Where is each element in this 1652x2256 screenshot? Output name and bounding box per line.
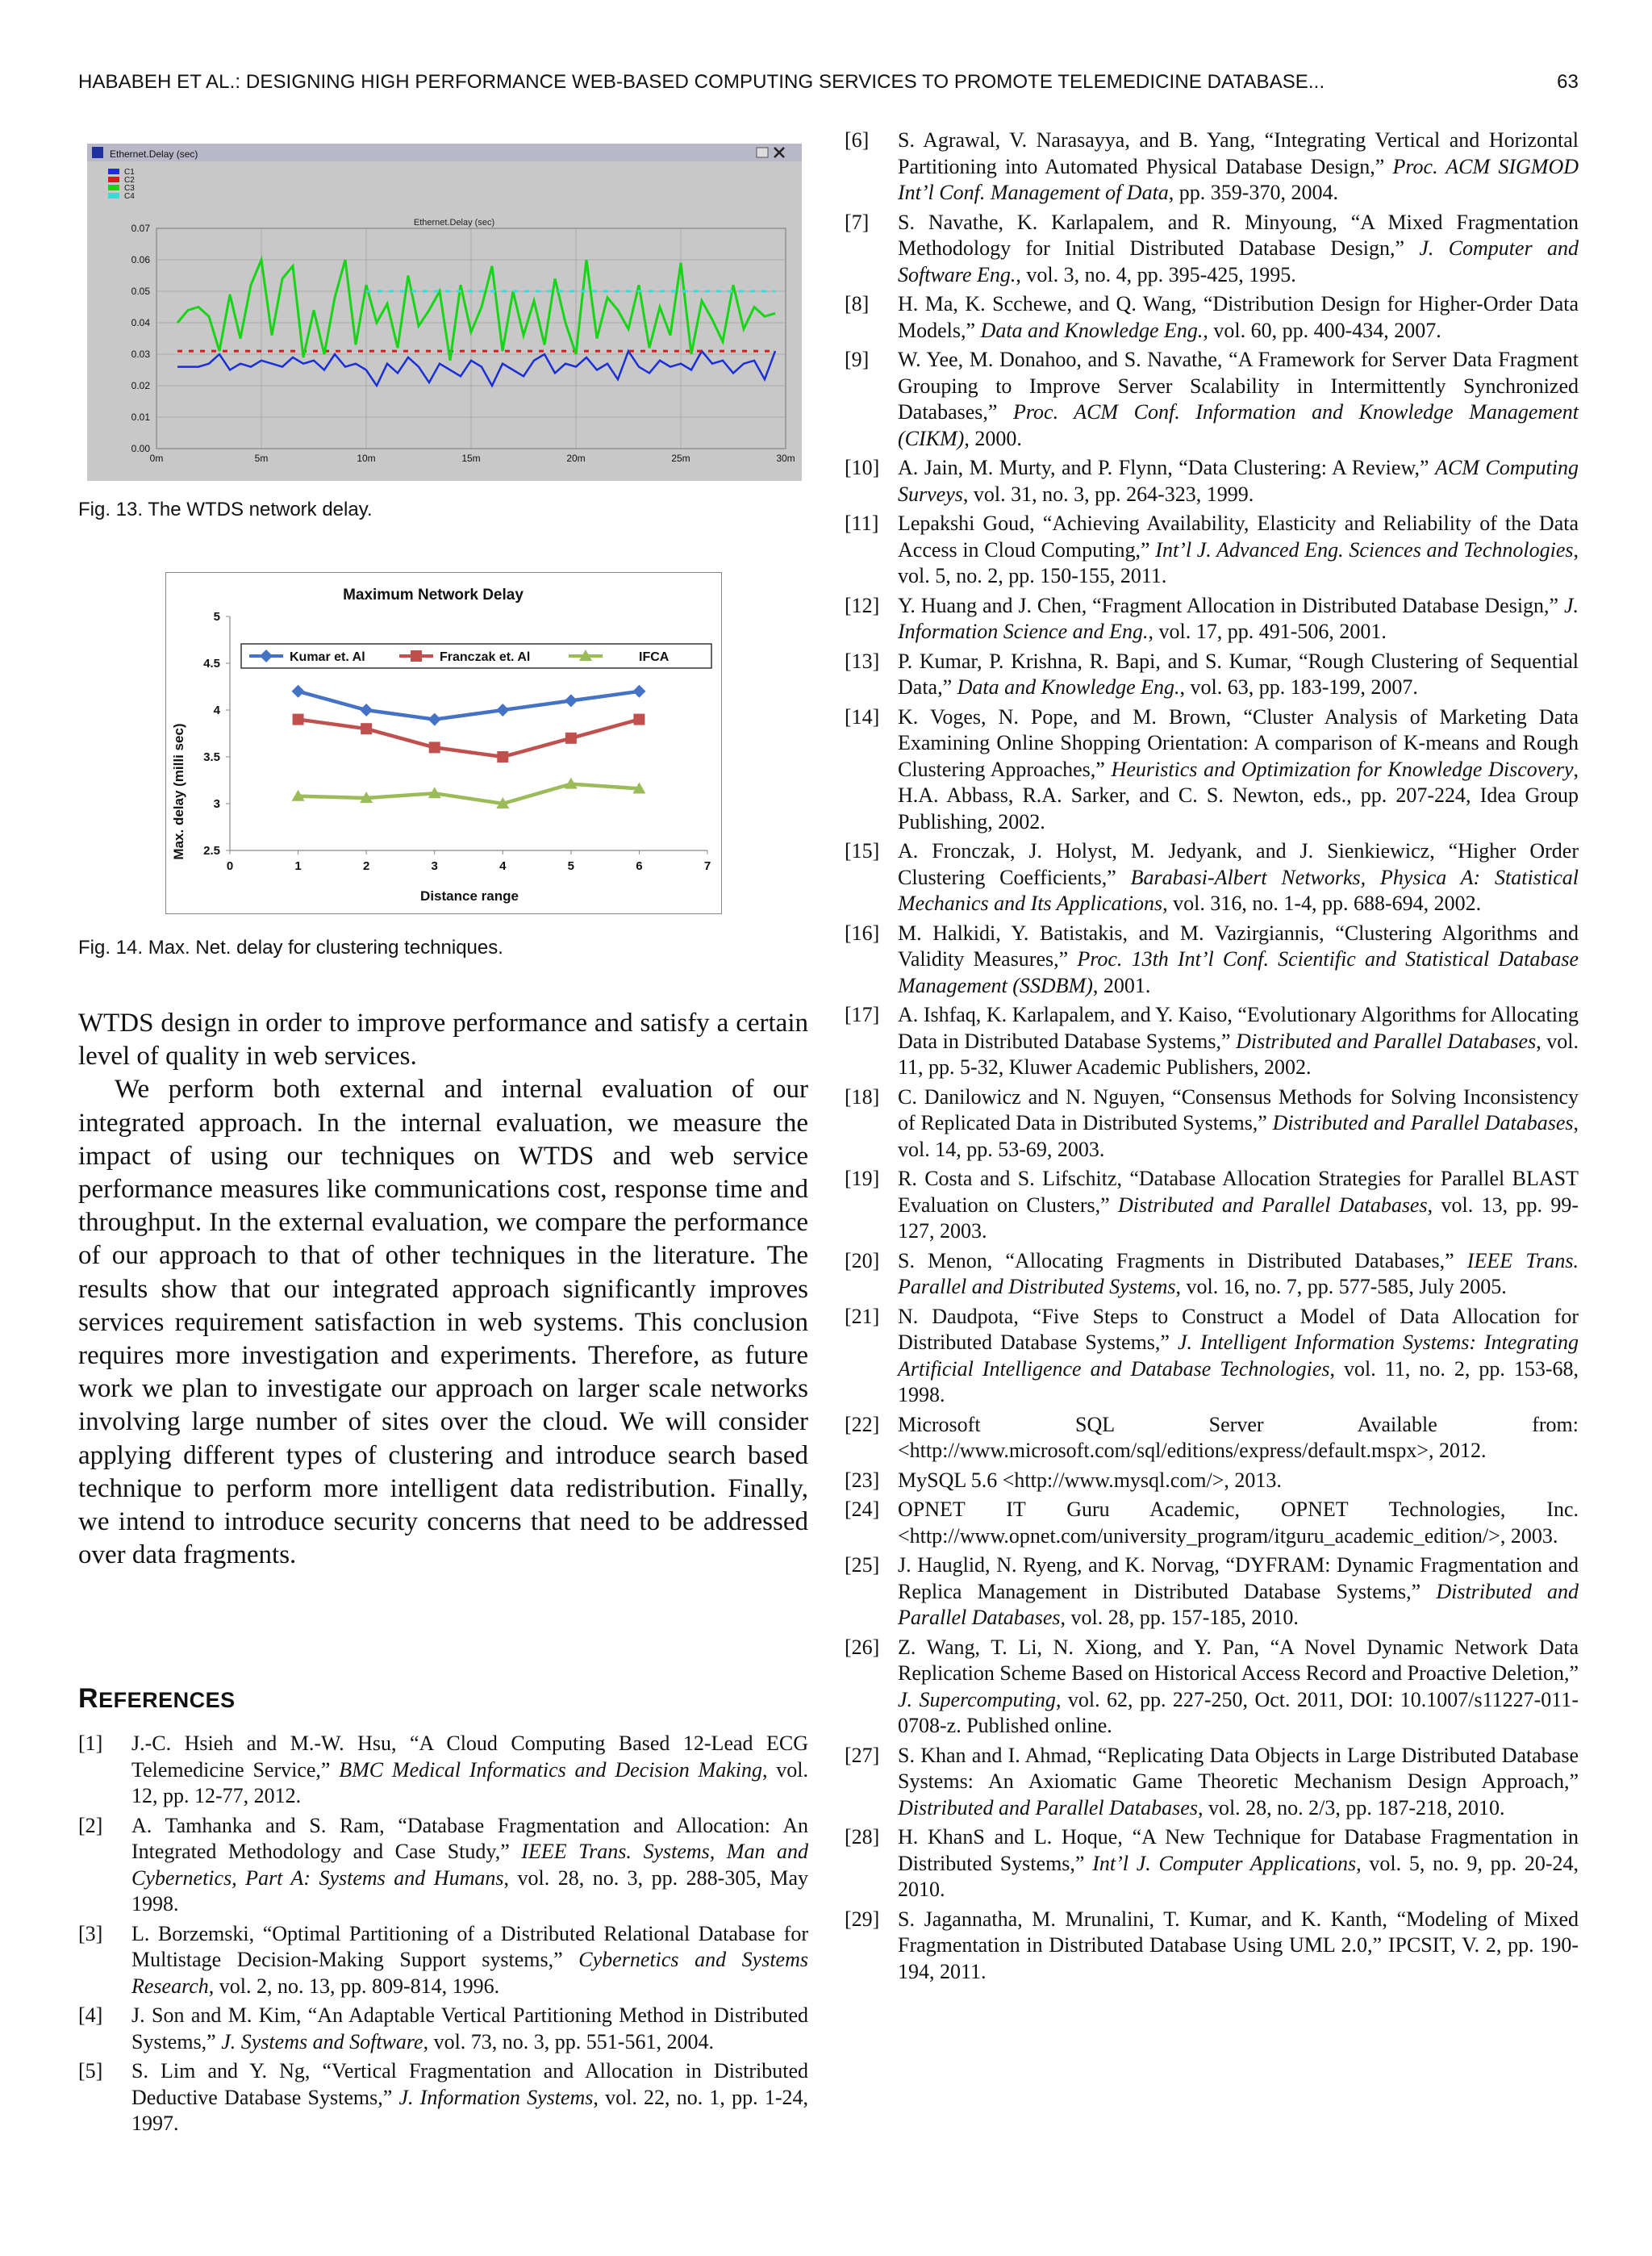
reference-text: A. Jain, M. Murty, and P. Flynn, “Data Clustering: A Review,” bbox=[898, 456, 1436, 479]
reference-text: J. Hauglid, N. Ryeng, and K. Norvag, “DYFRAM: Dynamic Fragmentation and Replica Management in Distributed Database Systems,” bbox=[898, 1553, 1579, 1603]
reference-item bbox=[78, 1921, 808, 2000]
reference-text: C. Danilowicz and N. Nguyen, “Consensus Methods for Solving Inconsistency of Replicated Data in Distributed Systems,” bbox=[898, 1084, 1579, 1134]
y-tick-label: 0.06 bbox=[131, 254, 150, 265]
reference-number: [4] bbox=[78, 2003, 103, 2027]
reference-item bbox=[845, 1412, 1579, 1464]
reference-item bbox=[78, 2003, 808, 2055]
reference-item bbox=[845, 1002, 1579, 1081]
x-tick-label: 15m bbox=[461, 453, 481, 464]
reference-venue: J. Systems and Software bbox=[221, 2029, 423, 2053]
x-tick-label: 1 bbox=[294, 859, 302, 873]
legend-swatch bbox=[108, 169, 119, 174]
reference-number: [6] bbox=[845, 128, 870, 152]
reference-number: [12] bbox=[845, 593, 880, 617]
reference-item bbox=[845, 1907, 1579, 1986]
reference-number: [28] bbox=[845, 1825, 880, 1849]
legend-label: Kumar et. Al bbox=[290, 650, 365, 664]
maximize-icon[interactable] bbox=[757, 148, 768, 157]
figure-14-chart bbox=[165, 572, 722, 914]
reference-venue: Heuristics and Optimization for Knowledge Discovery bbox=[1111, 757, 1574, 781]
references-list-left bbox=[78, 1731, 808, 2141]
reference-details: , vol. 63, pp. 183-199, 2007. bbox=[1179, 675, 1418, 699]
x-tick-label: 6 bbox=[636, 859, 643, 873]
figure-13-caption: Fig. 13. The WTDS network delay. bbox=[78, 499, 373, 520]
reference-number: [9] bbox=[845, 348, 870, 371]
reference-details: , vol. 3, no. 4, pp. 395-425, 1995. bbox=[1016, 262, 1296, 286]
plot-area bbox=[131, 223, 795, 464]
reference-details: , vol. 13, pp. 99-127, 2003. bbox=[898, 1193, 1579, 1243]
reference-venue: Data and Knowledge Eng. bbox=[980, 318, 1204, 342]
reference-item bbox=[78, 1731, 808, 1810]
legend-label: C3 bbox=[124, 184, 135, 193]
reference-number: [24] bbox=[845, 1498, 880, 1521]
running-title: HABABEH ET AL.: DESIGNING HIGH PERFORMANCE WEB-BASED COMPUTING SERVICES TO PROMOTE TELEMEDICINE DATABASE... bbox=[78, 71, 1325, 93]
reference-number: [14] bbox=[845, 704, 880, 729]
running-head bbox=[78, 71, 1579, 94]
reference-number: [1] bbox=[78, 1732, 103, 1755]
x-tick-label: 3 bbox=[431, 859, 438, 873]
reference-venue: Proc. ACM Conf. Information and Knowledge Management (CIKM) bbox=[898, 400, 1579, 450]
reference-text: S. Jagannatha, M. Mrunalini, T. Kumar, and K. Kanth, “Modeling of Mixed Fragmentation in Distributed Database Using UML 2.0,” IPCSIT, V. 2, pp. 190-194, 2011. bbox=[898, 1907, 1579, 1983]
reference-item bbox=[845, 210, 1579, 289]
reference-number: [3] bbox=[78, 1921, 103, 1945]
reference-item bbox=[845, 1166, 1579, 1245]
page-number: 63 bbox=[1557, 71, 1579, 93]
reference-text: H. KhanS and L. Hoque, “A New Technique for Database Fragmentation in Distributed Systems,” bbox=[898, 1825, 1579, 1875]
reference-text: R. Costa and S. Lifschitz, “Database Allocation Strategies for Parallel BLAST Evaluation on Clusters,” bbox=[898, 1167, 1579, 1217]
reference-venue: J. Intelligent Information Systems: Integrating Artificial Intelligence and Database Technologies bbox=[898, 1331, 1579, 1381]
reference-item bbox=[845, 1084, 1579, 1164]
references-heading-rest: EFERENCES bbox=[98, 1688, 236, 1712]
reference-details: , vol. 28, no. 3, pp. 288-305, May 1998. bbox=[131, 1865, 808, 1916]
chart-title: Ethernet.Delay (sec) bbox=[413, 218, 495, 228]
chart-title: Maximum Network Delay bbox=[343, 587, 524, 604]
reference-venue: Data and Knowledge Eng. bbox=[957, 675, 1180, 699]
legend-label: IFCA bbox=[639, 650, 670, 664]
reference-text: Y. Huang and J. Chen, “Fragment Allocation in Distributed Database Design,” bbox=[898, 593, 1564, 617]
reference-item bbox=[78, 2058, 808, 2137]
reference-number: [23] bbox=[845, 1468, 880, 1492]
data-point bbox=[361, 723, 372, 734]
reference-item bbox=[845, 593, 1579, 645]
reference-details: , vol. 5, no. 9, pp. 20-24, 2010. bbox=[898, 1851, 1579, 1901]
x-tick-label: 0 bbox=[226, 859, 234, 873]
reference-text: MySQL 5.6 <http://www.mysql.com/>, 2013. bbox=[898, 1468, 1282, 1492]
reference-number: [27] bbox=[845, 1743, 880, 1767]
reference-venue: BMC Medical Informatics and Decision Making bbox=[339, 1757, 762, 1782]
reference-item bbox=[845, 1497, 1579, 1549]
reference-venue: Distributed and Parallel Databases bbox=[1272, 1111, 1574, 1134]
legend-label: C2 bbox=[124, 176, 135, 185]
legend-swatch bbox=[108, 193, 119, 198]
reference-number: [17] bbox=[845, 1003, 880, 1026]
reference-item bbox=[845, 347, 1579, 452]
reference-number: [20] bbox=[845, 1248, 880, 1272]
reference-venue: Proc. 13th Int’l Conf. Scientific and Statistical Database Management (SSDBM) bbox=[898, 947, 1579, 997]
y-tick-label: 0.07 bbox=[131, 223, 150, 234]
x-tick-label: 0m bbox=[149, 453, 164, 464]
reference-text: L. Borzemski, “Optimal Partitioning of a Distributed Relational Database for Multistage Decision-Making Support systems,” bbox=[131, 1921, 808, 1971]
reference-number: [7] bbox=[845, 210, 870, 234]
reference-text: W. Yee, M. Donahoo, and S. Navathe, “A Framework for Server Data Fragment Grouping to Improve Server Scalability in Intermittently Synchronized Databases,” bbox=[898, 348, 1579, 424]
chart-legend bbox=[241, 644, 711, 668]
references-list-right bbox=[845, 127, 1579, 1988]
y-tick-label: 0.04 bbox=[131, 317, 150, 328]
y-tick-label: 0.03 bbox=[131, 349, 150, 360]
reference-text: Lepakshi Goud, “Achieving Availability, Elasticity and Reliability of the Data Access in Cloud Computing,” bbox=[898, 512, 1579, 562]
y-axis-label: Max. delay (milli sec) bbox=[171, 723, 186, 860]
reference-details: , vol. 60, pp. 400-434, 2007. bbox=[1203, 318, 1441, 342]
y-tick-label: 3 bbox=[213, 797, 220, 811]
reference-text: M. Halkidi, Y. Batistakis, and M. Vazirgiannis, “Clustering Algorithms and Validity Measures,” bbox=[898, 921, 1579, 971]
reference-venue: Distributed and Parallel Databases bbox=[898, 1795, 1198, 1819]
reference-number: [16] bbox=[845, 921, 880, 945]
reference-venue: Distributed and Parallel Databases bbox=[898, 1579, 1579, 1629]
x-tick-label: 30m bbox=[776, 453, 795, 464]
reference-number: [11] bbox=[845, 512, 879, 535]
reference-text: A. Tamhanka and S. Ram, “Database Fragmentation and Allocation: An Integrated Methodology and Case Study,” bbox=[131, 1813, 808, 1863]
reference-venue: IEEE Trans. Systems, Man and Cybernetics, Part A: Systems and Humans bbox=[131, 1840, 808, 1890]
reference-details: , vol. 62, pp. 227-250, Oct. 2011, DOI: 10.1007/s11227-011-0708-z. Published online. bbox=[898, 1687, 1579, 1737]
reference-venue: Cybernetics and Systems Research bbox=[131, 1948, 808, 1998]
legend-swatch bbox=[108, 177, 119, 182]
x-tick-label: 4 bbox=[499, 859, 507, 873]
reference-details: , vol. 22, no. 1, pp. 1-24, 1997. bbox=[131, 2085, 808, 2135]
reference-details: , 2000. bbox=[964, 426, 1022, 450]
reference-details: , vol. 73, no. 3, pp. 551-561, 2004. bbox=[423, 2029, 714, 2053]
data-point bbox=[411, 650, 422, 662]
paragraph-1: WTDS design in order to improve performance and satisfy a certain level of quality in web services. bbox=[78, 1009, 808, 1072]
reference-venue: Int’l J. Advanced Eng. Sciences and Technologies bbox=[1155, 537, 1574, 562]
reference-venue: J. Computer and Software Eng. bbox=[898, 236, 1579, 286]
reference-venue: J. Information Science and Eng. bbox=[898, 593, 1579, 643]
reference-number: [15] bbox=[845, 839, 880, 863]
data-point bbox=[429, 742, 440, 753]
reference-item bbox=[845, 291, 1579, 344]
x-tick-label: 25m bbox=[671, 453, 690, 464]
y-tick-label: 3.5 bbox=[203, 750, 220, 764]
reference-venue: ACM Computing Surveys bbox=[898, 456, 1579, 506]
figure-13 bbox=[87, 144, 802, 485]
figure-14 bbox=[165, 572, 722, 918]
reference-item bbox=[845, 511, 1579, 590]
reference-text: OPNET IT Guru Academic, OPNET Technologies, Inc. <http://www.opnet.com/university_program/itguru_academic_edition/>, 2003. bbox=[898, 1498, 1579, 1548]
references-heading bbox=[78, 1683, 236, 1715]
y-tick-label: 4.5 bbox=[203, 657, 220, 671]
reference-venue: Barabasi-Albert Networks, Physica A: Statistical Mechanics and Its Applications bbox=[898, 865, 1579, 915]
figure-13-chart bbox=[87, 144, 802, 481]
references-heading-initial: R bbox=[78, 1683, 99, 1714]
reference-venue: Proc. ACM SIGMOD Int’l Conf. Management of Data bbox=[898, 154, 1579, 204]
reference-number: [18] bbox=[845, 1084, 880, 1109]
reference-text: N. Daudpota, “Five Steps to Construct a Model of Data Allocation for Distributed Database Systems,” bbox=[898, 1304, 1579, 1354]
x-tick-label: 20m bbox=[566, 453, 586, 464]
reference-details: , vol. 17, pp. 491-506, 2001. bbox=[1148, 620, 1387, 643]
reference-item bbox=[845, 1824, 1579, 1903]
reference-text: A. Fronczak, J. Holyst, M. Jedyank, and J. Sienkiewicz, “Higher Order Clustering Coefficients,” bbox=[898, 839, 1579, 889]
reference-text: H. Ma, K. Scchewe, and Q. Wang, “Distribution Design for Higher-Order Data Models,” bbox=[898, 292, 1579, 342]
x-tick-label: 5 bbox=[567, 859, 575, 873]
reference-text: S. Navathe, K. Karlapalem, and R. Minyoung, “A Mixed Fragmentation Methodology for Initial Distributed Database Design,” bbox=[898, 210, 1579, 260]
data-point bbox=[633, 714, 645, 725]
reference-item bbox=[78, 1813, 808, 1918]
reference-text: S. Khan and I. Ahmad, “Replicating Data Objects in Large Distributed Database Systems: An Axiomatic Game Theoretic Mechanism Design Approach,” bbox=[898, 1743, 1579, 1793]
reference-number: [21] bbox=[845, 1304, 880, 1328]
reference-details: , vol. 12, pp. 12-77, 2012. bbox=[131, 1757, 808, 1807]
reference-item bbox=[845, 838, 1579, 917]
reference-details: , vol. 11, no. 2, pp. 153-68, 1998. bbox=[898, 1356, 1579, 1406]
reference-venue: J. Information Systems bbox=[398, 2085, 594, 2109]
reference-number: [8] bbox=[845, 292, 870, 315]
data-point bbox=[565, 733, 577, 744]
reference-item bbox=[845, 127, 1579, 207]
reference-venue: J. Supercomputing bbox=[898, 1687, 1056, 1711]
figure-14-caption: Fig. 14. Max. Net. delay for clustering techniques. bbox=[78, 937, 503, 959]
y-tick-label: 0.05 bbox=[131, 286, 150, 297]
reference-venue: IEEE Trans. Parallel and Distributed Systems bbox=[898, 1248, 1579, 1298]
reference-number: [26] bbox=[845, 1635, 880, 1659]
reference-details: , vol. 5, no. 2, pp. 150-155, 2011. bbox=[898, 537, 1579, 587]
reference-text: J. Son and M. Kim, “An Adaptable Vertical Partitioning Method in Distributed Systems,” bbox=[131, 2003, 808, 2053]
reference-text: S. Menon, “Allocating Fragments in Distributed Databases,” bbox=[898, 1248, 1467, 1272]
y-tick-label: 2.5 bbox=[203, 844, 220, 858]
y-tick-label: 0.02 bbox=[131, 380, 150, 391]
reference-text: K. Voges, N. Pope, and M. Brown, “Cluster Analysis of Marketing Data Examining Online Shopping Orientation: A comparison of K-means and Rough Clustering Approaches,” bbox=[898, 704, 1579, 781]
reference-text: P. Kumar, P. Krishna, R. Bapi, and S. Kumar, “Rough Clustering of Sequential Data,” bbox=[898, 649, 1579, 699]
y-tick-label: 4 bbox=[213, 704, 220, 717]
reference-details: , vol. 16, no. 7, pp. 577-585, July 2005. bbox=[1175, 1275, 1507, 1298]
data-point bbox=[497, 751, 508, 762]
reference-text: A. Ishfaq, K. Karlapalem, and Y. Kaiso, “Evolutionary Algorithms for Allocating Data in Distributed Database Systems,” bbox=[898, 1003, 1579, 1053]
reference-item bbox=[845, 1304, 1579, 1409]
x-tick-label: 5m bbox=[254, 453, 269, 464]
reference-details: , vol. 11, pp. 5-32, Kluwer Academic Publishers, 2002. bbox=[898, 1029, 1579, 1079]
window-app-icon bbox=[92, 147, 103, 158]
reference-text: S. Agrawal, V. Narasayya, and B. Yang, “Integrating Vertical and Horizontal Partitioning into Automated Physical Database Design,” bbox=[898, 128, 1579, 178]
reference-item bbox=[845, 455, 1579, 508]
reference-details: , pp. 359-370, 2004. bbox=[1168, 181, 1338, 204]
x-axis-label: Distance range bbox=[420, 888, 519, 904]
reference-number: [25] bbox=[845, 1553, 880, 1577]
x-tick-label: 10m bbox=[357, 453, 376, 464]
reference-details: , vol. 316, no. 1-4, pp. 688-694, 2002. bbox=[1162, 892, 1482, 915]
legend-label: C4 bbox=[124, 192, 135, 201]
legend-label: Franczak et. Al bbox=[440, 650, 531, 664]
reference-item bbox=[845, 921, 1579, 1000]
reference-text: S. Lim and Y. Ng, “Vertical Fragmentation and Allocation in Distributed Deductive Database Systems,” bbox=[131, 2059, 808, 2109]
reference-details: , vol. 2, no. 13, pp. 809-814, 1996. bbox=[208, 1974, 500, 1998]
body-text bbox=[78, 1007, 808, 1572]
reference-venue: Int’l J. Computer Applications bbox=[1092, 1851, 1357, 1875]
y-tick-label: 0.00 bbox=[131, 443, 150, 454]
reference-details: , vol. 31, no. 3, pp. 264-323, 1999. bbox=[962, 482, 1254, 506]
reference-number: [22] bbox=[845, 1412, 880, 1436]
reference-item bbox=[845, 1552, 1579, 1631]
reference-details: , 2001. bbox=[1092, 973, 1151, 997]
reference-item bbox=[845, 1248, 1579, 1301]
paragraph-2: We perform both external and internal evaluation of our integrated approach. In the internal evaluation, we measure the impact of using our techniques on WTDS and web service performance measures like communications cost, response time and throughput. In the external evaluation, we compare the performance of our approach to that of other techniques in the literature. The results show that our integrated approach significantly improves services requirement satisfaction in web systems. This conclusion requires more investigation and experiments. Therefore, as future work we plan to investigate our approach on larger scale networks involving large number of sites over the cloud. We will consider applying different types of clustering and introduce search based technique to perform more intelligent data redistribution. Finally, we intend to introduce security concerns that need to be addressed over data fragments. bbox=[78, 1075, 808, 1570]
reference-number: [2] bbox=[78, 1813, 103, 1837]
reference-text: Microsoft SQL Server Available from: <http://www.microsoft.com/sql/editions/express/default.mspx>, 2012. bbox=[898, 1412, 1579, 1462]
reference-text: Z. Wang, T. Li, N. Xiong, and Y. Pan, “A Novel Dynamic Network Data Replication Scheme Based on Historical Access Record and Proactive Deletion,” bbox=[898, 1635, 1579, 1685]
reference-item bbox=[845, 704, 1579, 836]
legend-swatch bbox=[108, 185, 119, 190]
reference-details: , vol. 28, no. 2/3, pp. 187-218, 2010. bbox=[1197, 1795, 1505, 1819]
y-tick-label: 0.01 bbox=[131, 412, 150, 423]
reference-number: [10] bbox=[845, 456, 880, 479]
x-tick-label: 7 bbox=[703, 859, 711, 873]
reference-number: [13] bbox=[845, 649, 880, 673]
reference-number: [5] bbox=[78, 2059, 103, 2083]
legend-label: C1 bbox=[124, 168, 135, 177]
reference-details: , vol. 14, pp. 53-69, 2003. bbox=[898, 1111, 1579, 1161]
reference-details: , vol. 28, pp. 157-185, 2010. bbox=[1060, 1606, 1299, 1629]
x-tick-label: 2 bbox=[362, 859, 370, 873]
reference-item bbox=[845, 649, 1579, 701]
reference-venue: Distributed and Parallel Databases bbox=[1236, 1029, 1537, 1053]
reference-text: J.-C. Hsieh and M.-W. Hsu, “A Cloud Computing Based 12-Lead ECG Telemedicine Service,” bbox=[131, 1732, 808, 1782]
y-tick-label: 5 bbox=[213, 610, 220, 624]
reference-number: [19] bbox=[845, 1167, 880, 1190]
data-point bbox=[293, 714, 304, 725]
reference-item bbox=[845, 1743, 1579, 1822]
reference-number: [29] bbox=[845, 1907, 880, 1931]
reference-venue: Distributed and Parallel Databases bbox=[1118, 1193, 1428, 1217]
window-title: Ethernet.Delay (sec) bbox=[110, 148, 198, 160]
reference-details: , H.A. Abbass, R.A. Sarker, and C. S. Newton, eds., pp. 207-224, Idea Group Publishing, 2002. bbox=[898, 757, 1579, 833]
reference-item bbox=[845, 1468, 1579, 1494]
reference-item bbox=[845, 1635, 1579, 1740]
